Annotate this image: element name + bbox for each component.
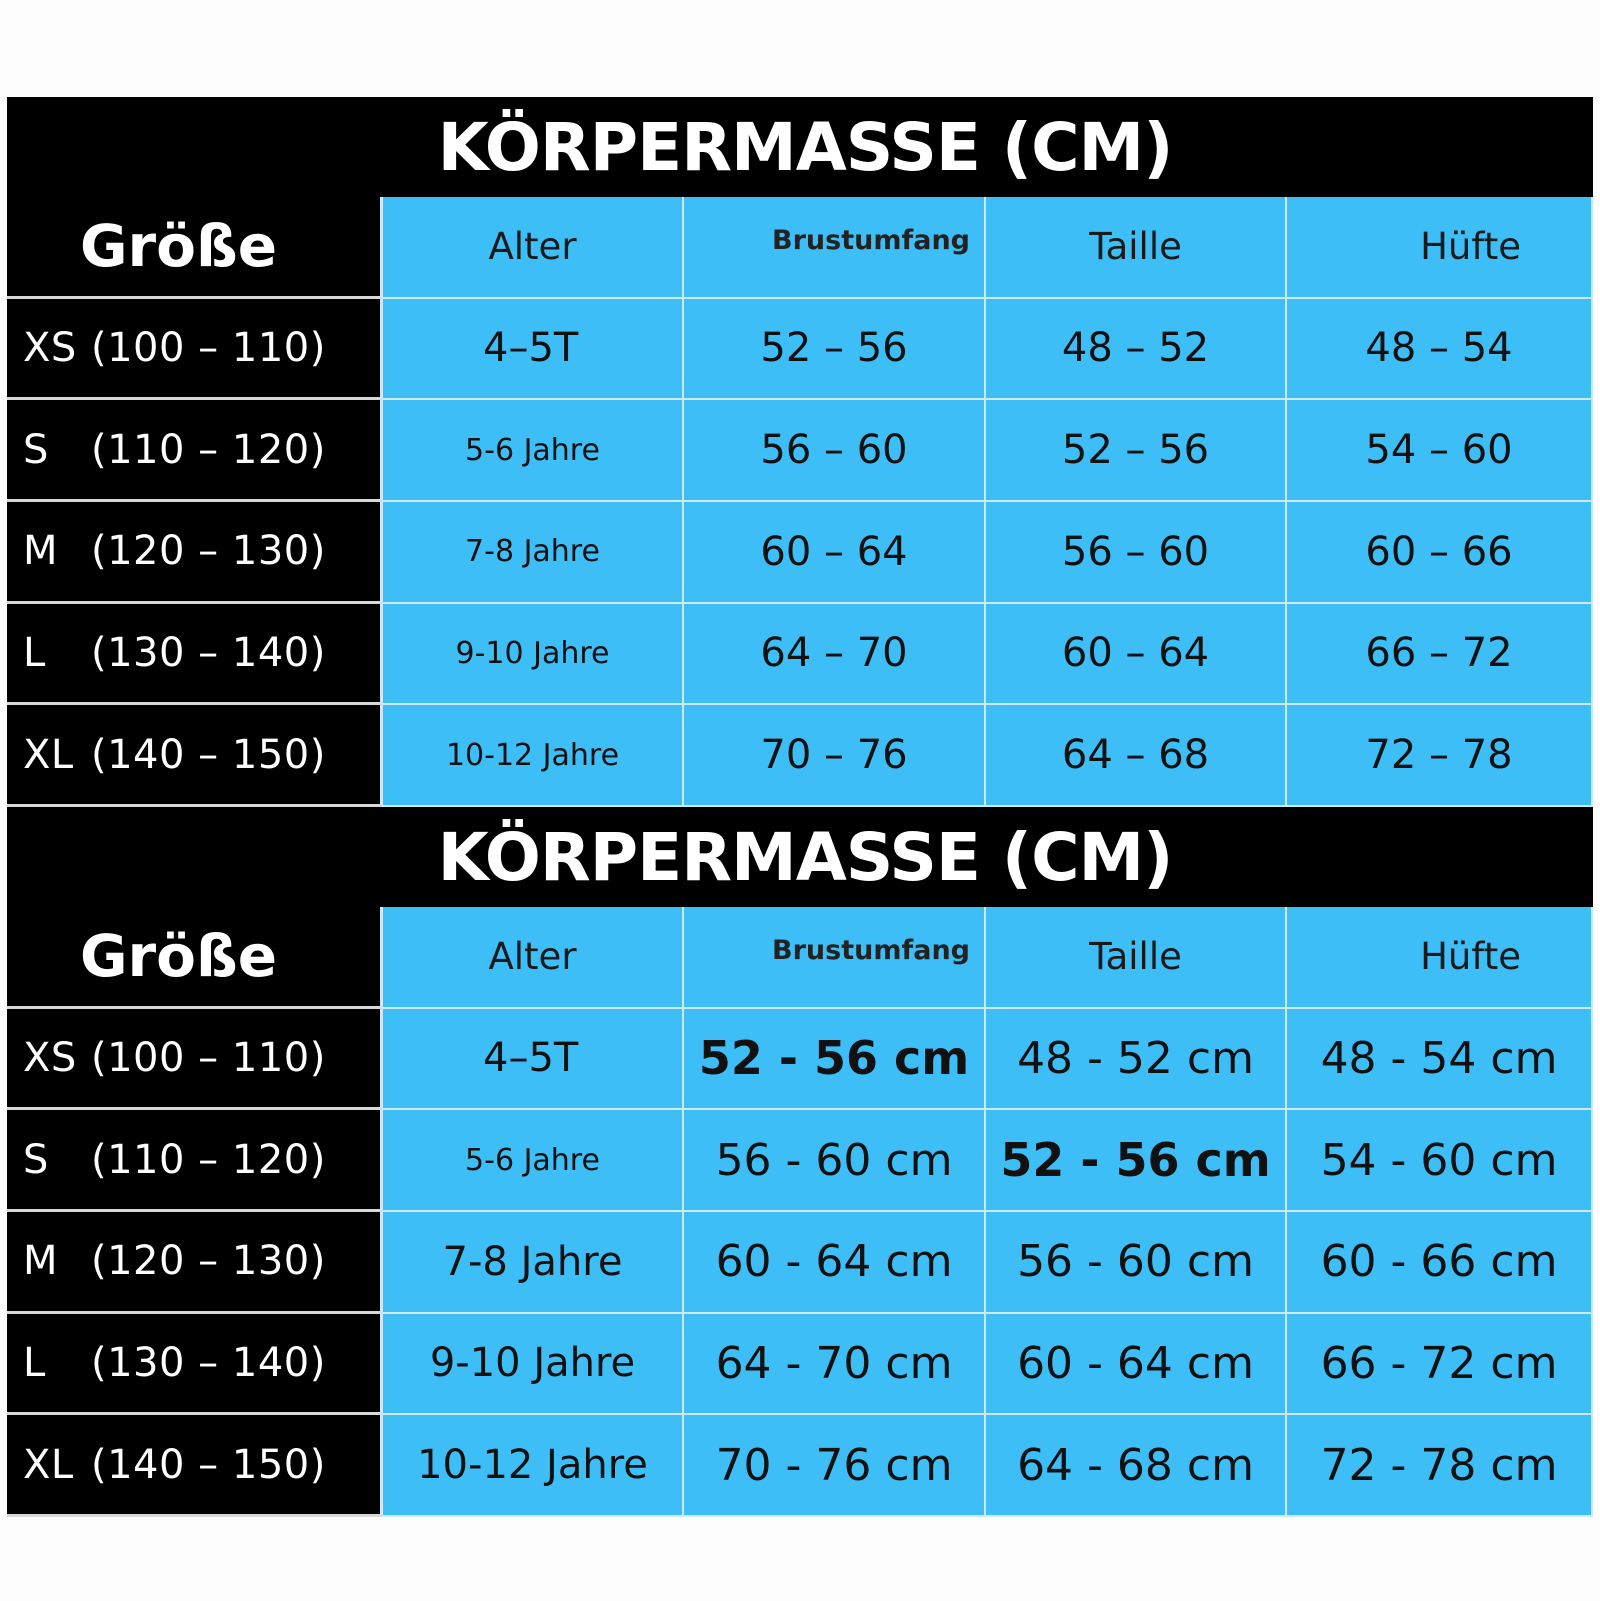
chest-cell: 60 - 64 cm bbox=[684, 1212, 986, 1314]
header-size: Größe bbox=[7, 197, 383, 299]
header-age: Alter bbox=[383, 197, 684, 299]
age-cell: 4–5T bbox=[383, 1009, 684, 1111]
hip-cell: 60 – 66 bbox=[1287, 502, 1593, 604]
chest-cell: 70 – 76 bbox=[684, 705, 986, 807]
waist-cell: 56 - 60 cm bbox=[986, 1212, 1287, 1314]
size-label-s: S (110 – 120) bbox=[7, 1110, 383, 1212]
waist-cell: 64 – 68 bbox=[986, 705, 1287, 807]
size-chart-bottom bbox=[7, 807, 1593, 1517]
waist-cell: 48 - 52 cm bbox=[986, 1009, 1287, 1111]
size-chart-top bbox=[7, 97, 1593, 807]
header-waist: Taille bbox=[986, 907, 1287, 1009]
size-label-xl: XL (140 – 150) bbox=[7, 705, 383, 807]
age-cell: 5-6 Jahre bbox=[383, 1110, 684, 1212]
size-label-xs: XS (100 – 110) bbox=[7, 299, 383, 401]
header-hip: Hüfte bbox=[1287, 197, 1593, 299]
waist-cell: 56 – 60 bbox=[986, 502, 1287, 604]
hip-cell: 54 – 60 bbox=[1287, 400, 1593, 502]
chest-cell: 64 – 70 bbox=[684, 604, 986, 706]
chest-cell: 52 - 56 cm bbox=[684, 1009, 986, 1111]
chart-title: KÖRPERMASSE (CM) bbox=[437, 818, 1173, 896]
hip-cell: 48 - 54 cm bbox=[1287, 1009, 1593, 1111]
chest-cell: 52 – 56 bbox=[684, 299, 986, 401]
size-table bbox=[7, 907, 1593, 1517]
header-chest: Brustumfang bbox=[684, 907, 986, 1009]
age-cell: 9-10 Jahre bbox=[383, 1314, 684, 1416]
size-label-l: L (130 – 140) bbox=[7, 1314, 383, 1416]
hip-cell: 60 - 66 cm bbox=[1287, 1212, 1593, 1314]
chest-cell: 64 - 70 cm bbox=[684, 1314, 986, 1416]
size-label-m: M (120 – 130) bbox=[7, 502, 383, 604]
hip-cell: 66 – 72 bbox=[1287, 604, 1593, 706]
size-label-l: L (130 – 140) bbox=[7, 604, 383, 706]
size-table bbox=[7, 197, 1593, 807]
chest-cell: 56 – 60 bbox=[684, 400, 986, 502]
waist-cell: 52 - 56 cm bbox=[986, 1110, 1287, 1212]
waist-cell: 52 – 56 bbox=[986, 400, 1287, 502]
hip-cell: 72 – 78 bbox=[1287, 705, 1593, 807]
age-cell: 7-8 Jahre bbox=[383, 1212, 684, 1314]
header-chest: Brustumfang bbox=[684, 197, 986, 299]
size-label-xl: XL (140 – 150) bbox=[7, 1415, 383, 1517]
size-label-s: S (110 – 120) bbox=[7, 400, 383, 502]
age-cell: 10-12 Jahre bbox=[383, 705, 684, 807]
header-size: Größe bbox=[7, 907, 383, 1009]
header-waist: Taille bbox=[986, 197, 1287, 299]
chest-cell: 70 - 76 cm bbox=[684, 1415, 986, 1517]
age-cell: 5-6 Jahre bbox=[383, 400, 684, 502]
age-cell: 7-8 Jahre bbox=[383, 502, 684, 604]
hip-cell: 48 – 54 bbox=[1287, 299, 1593, 401]
waist-cell: 60 - 64 cm bbox=[986, 1314, 1287, 1416]
hip-cell: 72 - 78 cm bbox=[1287, 1415, 1593, 1517]
waist-cell: 64 - 68 cm bbox=[986, 1415, 1287, 1517]
hip-cell: 66 - 72 cm bbox=[1287, 1314, 1593, 1416]
header-age: Alter bbox=[383, 907, 684, 1009]
waist-cell: 60 – 64 bbox=[986, 604, 1287, 706]
size-label-m: M (120 – 130) bbox=[7, 1212, 383, 1314]
chest-cell: 60 – 64 bbox=[684, 502, 986, 604]
chart-title: KÖRPERMASSE (CM) bbox=[437, 108, 1173, 186]
waist-cell: 48 – 52 bbox=[986, 299, 1287, 401]
age-cell: 4–5T bbox=[383, 299, 684, 401]
age-cell: 9-10 Jahre bbox=[383, 604, 684, 706]
hip-cell: 54 - 60 cm bbox=[1287, 1110, 1593, 1212]
header-hip: Hüfte bbox=[1287, 907, 1593, 1009]
chest-cell: 56 - 60 cm bbox=[684, 1110, 986, 1212]
age-cell: 10-12 Jahre bbox=[383, 1415, 684, 1517]
size-label-xs: XS (100 – 110) bbox=[7, 1009, 383, 1111]
